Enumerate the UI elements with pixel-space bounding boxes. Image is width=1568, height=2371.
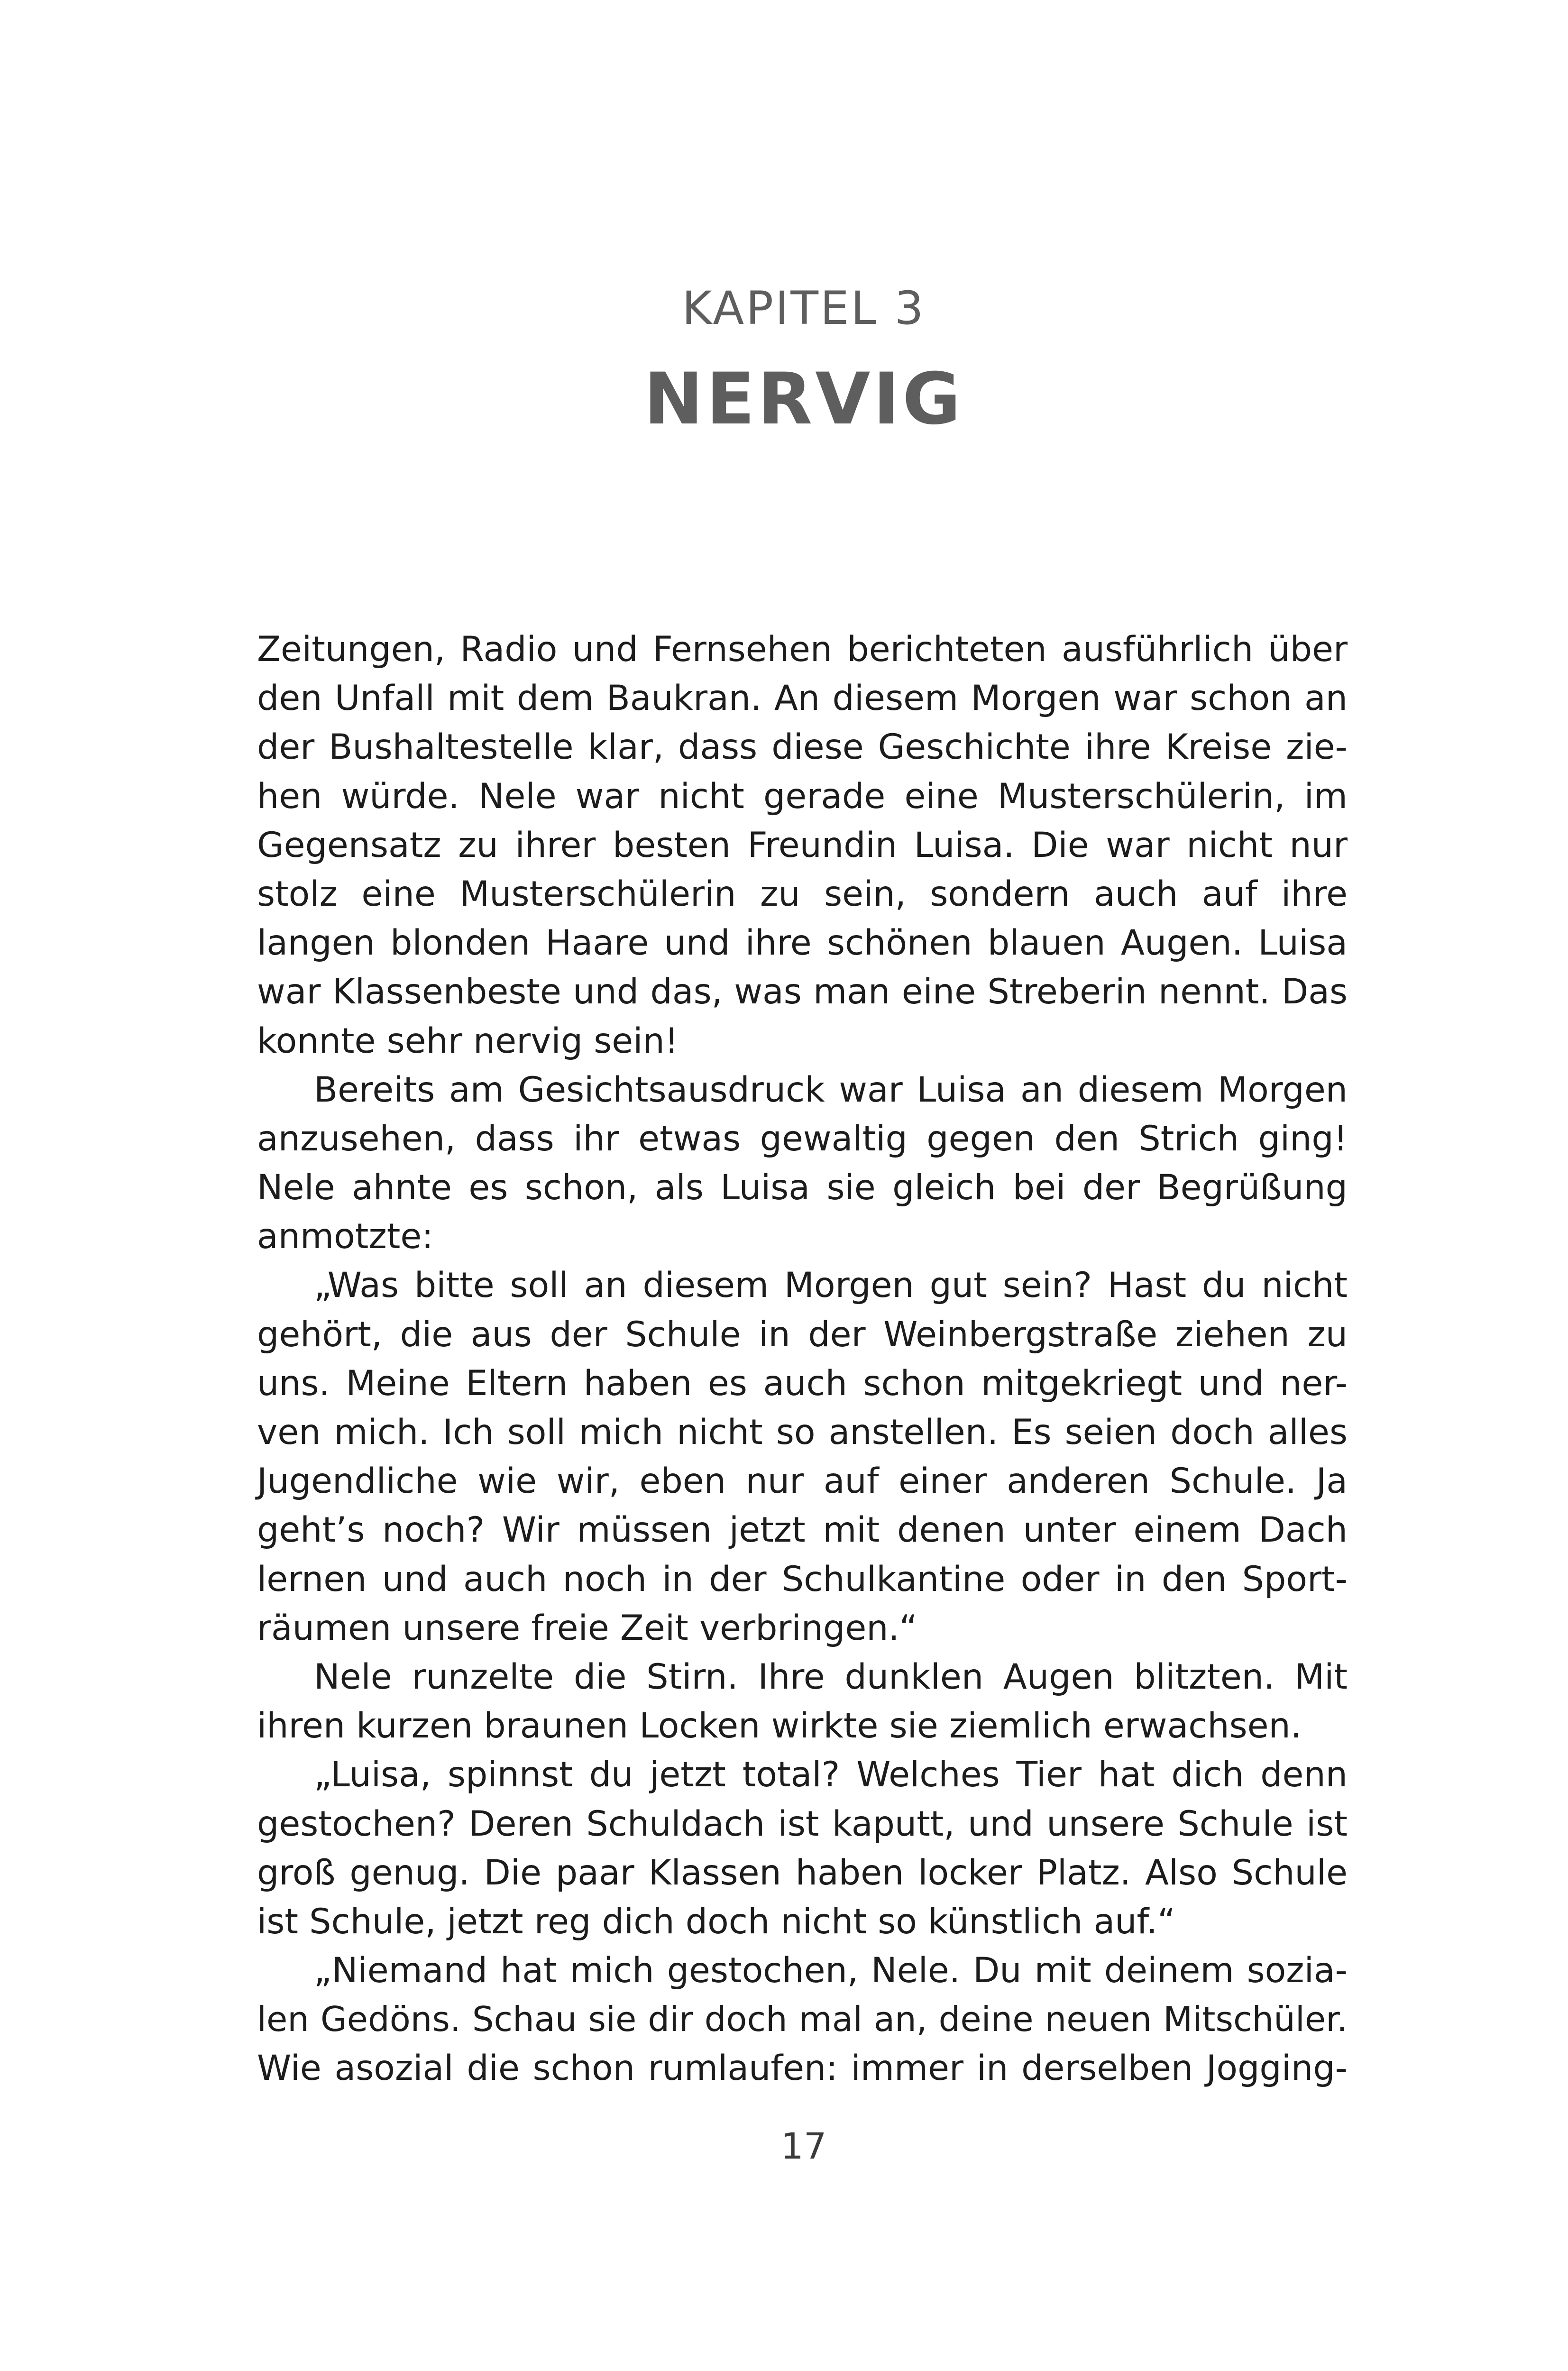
text-line: konnte sehr nervig sein! bbox=[257, 1020, 679, 1061]
text-line: „Luisa, spinnst du jetzt total? Welches Tier hat dich denn bbox=[314, 1755, 1348, 1795]
text-line: war Klassenbeste und das, was man eine Streberin nennt. Das bbox=[257, 972, 1348, 1012]
text-line: anmotzte: bbox=[257, 1216, 433, 1257]
body-text bbox=[257, 625, 1348, 2093]
text-line: langen blonden Haare und ihre schönen blauen Augen. Luisa bbox=[257, 923, 1348, 964]
text-line: ist Schule, jetzt reg dich doch nicht so künstlich auf.“ bbox=[257, 1901, 1175, 1942]
text-line: gestochen? Deren Schuldach ist kaputt, und unsere Schule ist bbox=[257, 1803, 1348, 1844]
text-line: gehört, die aus der Schule in der Weinbergstraße ziehen zu bbox=[257, 1314, 1348, 1355]
text-line: lernen und auch noch in der Schulkantine oder in den Sport- bbox=[257, 1559, 1348, 1599]
text-line: „Was bitte soll an diesem Morgen gut sein? Hast du nicht bbox=[314, 1265, 1348, 1306]
text-line: Nele runzelte die Stirn. Ihre dunklen Augen blitzten. Mit bbox=[314, 1656, 1348, 1697]
text-line: Wie asozial die schon rumlaufen: immer in derselben Jogging- bbox=[257, 2048, 1348, 2089]
text-line: stolz eine Musterschülerin zu sein, sondern auch auf ihre bbox=[257, 873, 1348, 914]
text-line: Nele ahnte es schon, als Luisa sie gleich bei der Begrüßung bbox=[257, 1167, 1348, 1208]
text-line: Zeitungen, Radio und Fernsehen berichteten ausführlich über bbox=[257, 629, 1348, 670]
text-line: anzusehen, dass ihr etwas gewaltig gegen den Strich ging! bbox=[257, 1118, 1348, 1159]
text-line: ven mich. Ich soll mich nicht so anstellen. Es seien doch alles bbox=[257, 1412, 1348, 1452]
text-line: len Gedöns. Schau sie dir doch mal an, deine neuen Mitschüler. bbox=[257, 1999, 1348, 2040]
text-line: „Niemand hat mich gestochen, Nele. Du mit deinem sozia- bbox=[314, 1950, 1348, 1991]
text-line: der Bushaltestelle klar, dass diese Geschichte ihre Kreise zie- bbox=[257, 727, 1348, 768]
chapter-title: NERVIG bbox=[643, 358, 964, 441]
text-line: ihren kurzen braunen Locken wirkte sie ziemlich erwachsen. bbox=[257, 1706, 1302, 1746]
text-line: uns. Meine Eltern haben es auch schon mitgekriegt und ner- bbox=[257, 1363, 1348, 1404]
text-line: den Unfall mit dem Baukran. An diesem Morgen war schon an bbox=[257, 678, 1348, 719]
text-line: hen würde. Nele war nicht gerade eine Musterschülerin, im bbox=[257, 776, 1348, 817]
page-number: 17 bbox=[780, 2125, 827, 2167]
text-line: räumen unsere freie Zeit verbringen.“ bbox=[257, 1608, 917, 1648]
chapter-label: KAPITEL 3 bbox=[682, 282, 926, 335]
text-line: geht’s noch? Wir müssen jetzt mit denen unter einem Dach bbox=[257, 1510, 1348, 1551]
text-line: groß genug. Die paar Klassen haben locker Platz. Also Schule bbox=[257, 1852, 1348, 1893]
text-line: Bereits am Gesichtsausdruck war Luisa an diesem Morgen bbox=[314, 1069, 1348, 1110]
text-line: Gegensatz zu ihrer besten Freundin Luisa. Die war nicht nur bbox=[257, 825, 1348, 865]
text-line: Jugendliche wie wir, eben nur auf einer anderen Schule. Ja bbox=[257, 1461, 1348, 1502]
